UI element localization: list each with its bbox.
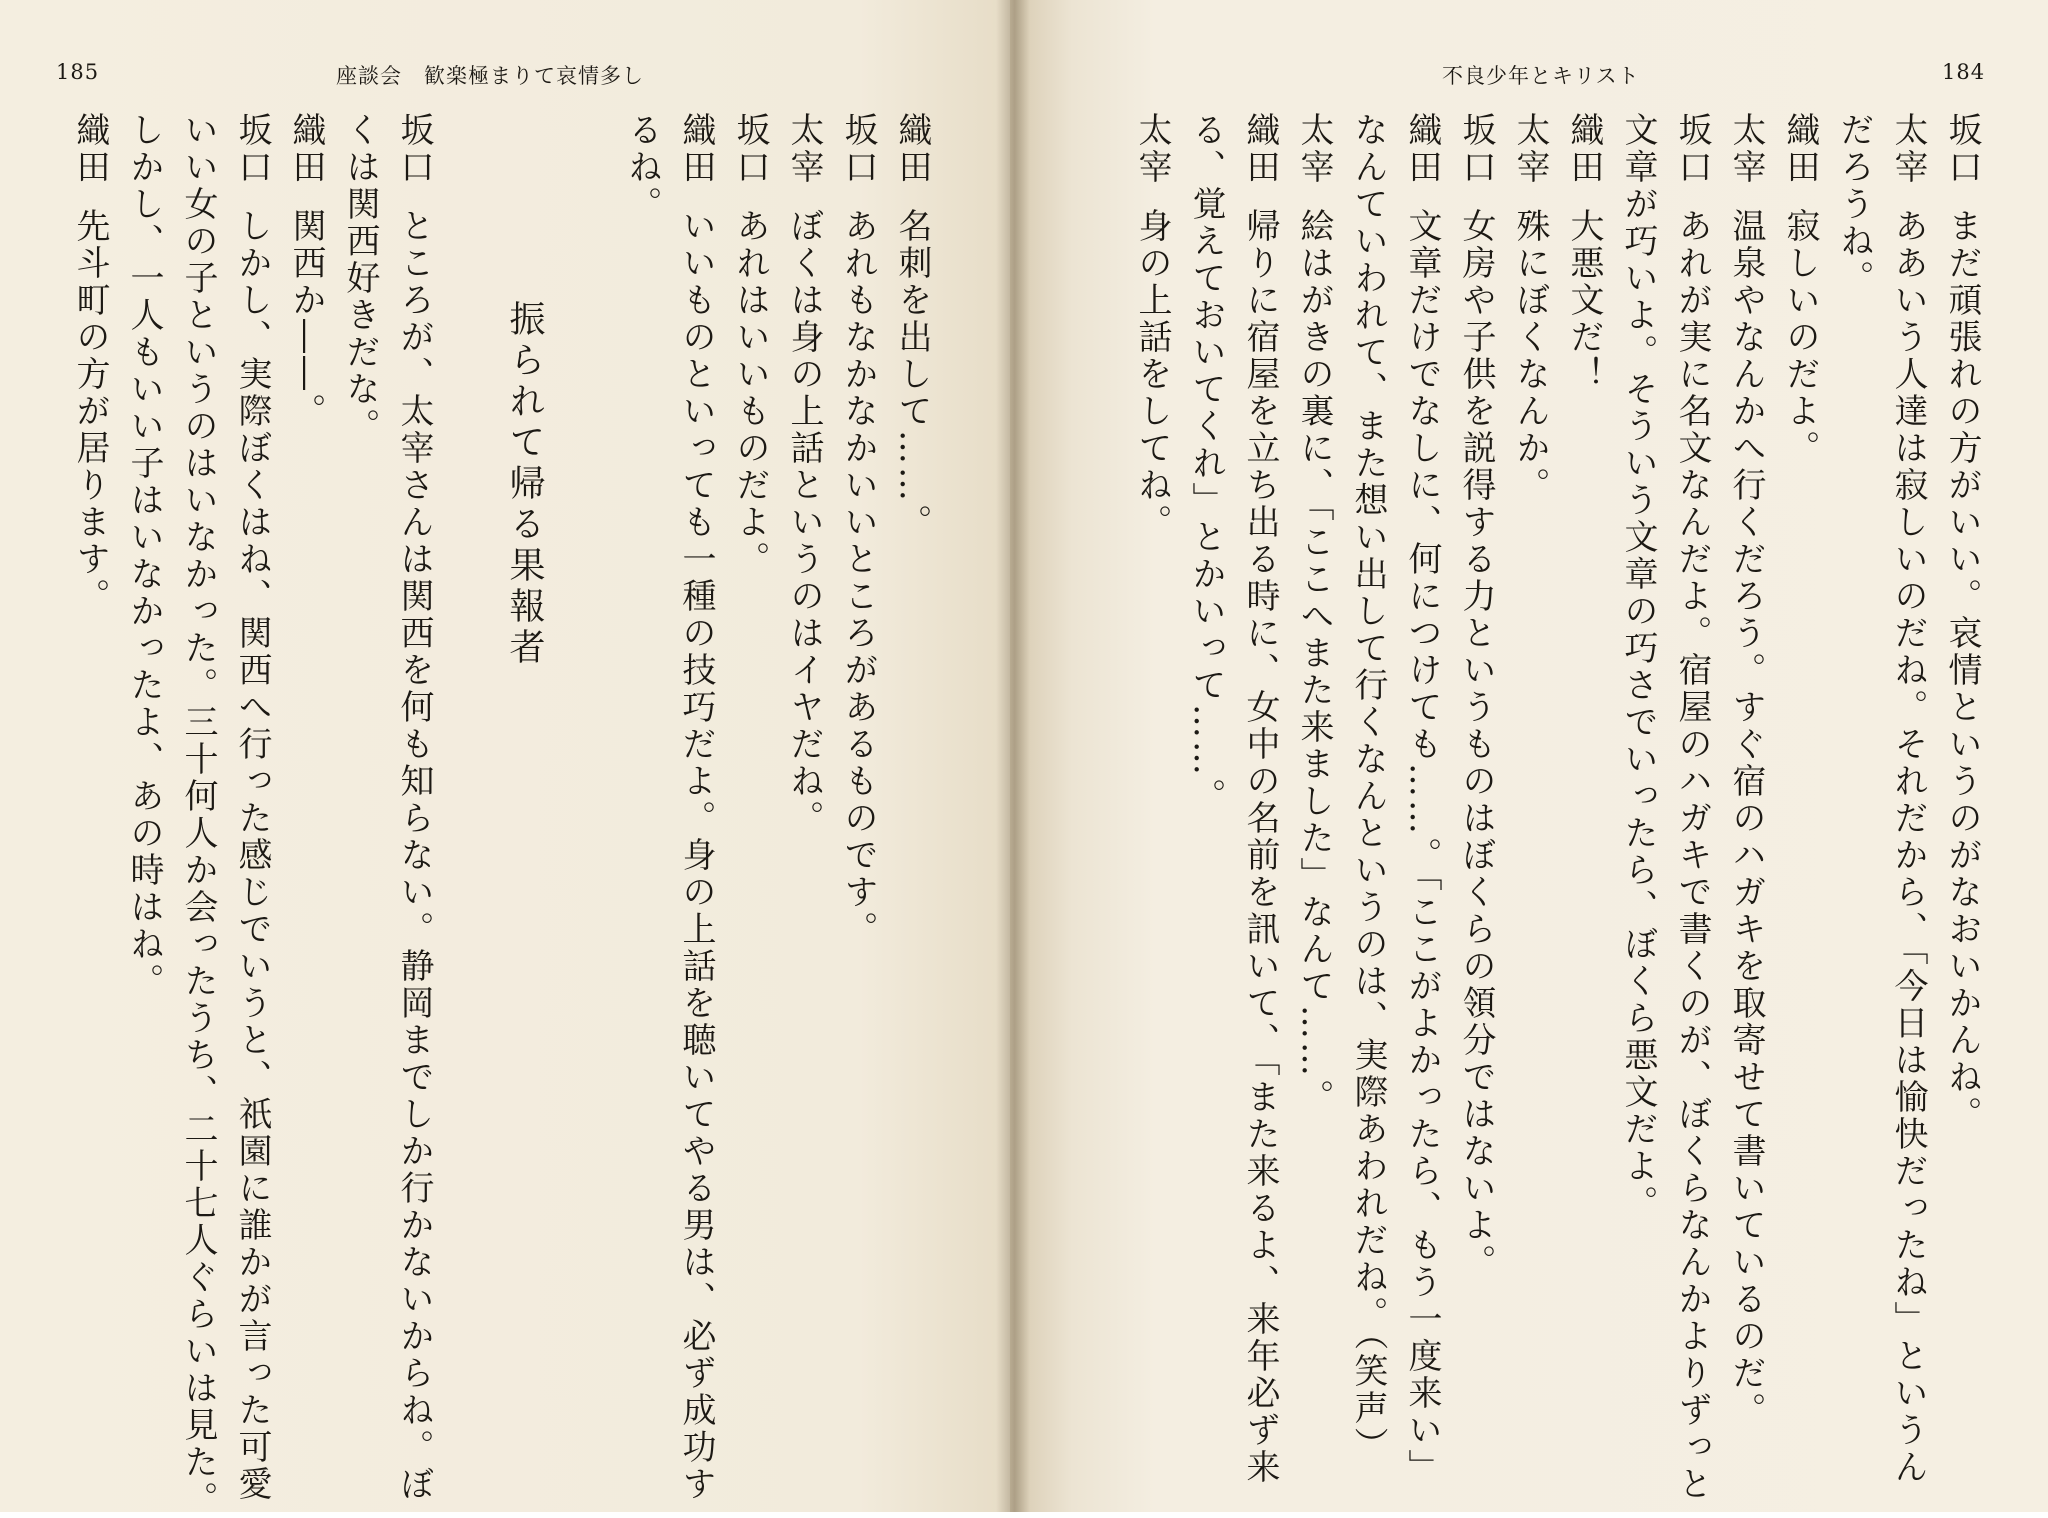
dialogue-text: なんていわれて、また想い出して行くなんというのは、実際あわれだね。（笑声）: [1348, 112, 1388, 1464]
dialogue-text: 先斗町の方が居ります。: [70, 208, 110, 615]
dialogue-text: しかし、実際ぼくはね、関西へ行った感じでいうと、祇園に誰かが言った可愛: [232, 208, 272, 1503]
speaker-label: 織田: [1564, 112, 1604, 186]
dialogue-text: 温泉やなんかへ行くだろう。すぐ宿のハガキを取寄せて書いているのだ。: [1726, 208, 1766, 1429]
dialogue-line: [284, 112, 328, 430]
left-page: [0, 0, 1010, 1518]
dialogue-text: 女房や子供を説得する力というものはぼくらの領分ではないよ。: [1456, 208, 1496, 1281]
dialogue-text: まだ頑張れの方がいい。哀情というのがなおいかんね。: [1942, 208, 1982, 1133]
dialogue-text: ところが、太宰さんは関西を何も知らない。静岡までしか行かないからね。ぼ: [394, 208, 434, 1503]
dialogue-continuation: [1832, 112, 1876, 297]
dialogue-line: [68, 112, 112, 615]
dialogue-text: 文章が巧いよ。そういう文章の巧さでいったら、ぼくら悪文だよ。: [1618, 112, 1658, 1222]
speaker-label: 織田: [70, 112, 110, 186]
dialogue-line: [1130, 112, 1174, 541]
section-heading: 振られて帰る果報者: [504, 300, 545, 669]
dialogue-continuation: [176, 112, 220, 1518]
dialogue-line: [1886, 112, 1930, 1486]
dialogue-text: 名刺を出して……。: [892, 208, 932, 541]
speaker-label: 坂口: [232, 112, 272, 186]
speaker-label: 太宰: [1510, 112, 1550, 186]
dialogue-line: [1778, 112, 1822, 467]
dialogue-text: 文章だけでなしに、何につけても……。「ここがよかったら、もう一度来い」: [1402, 208, 1442, 1486]
dialogue-text: る、覚えておいてくれ」とかいって……。: [1186, 112, 1226, 815]
dialogue-continuation: [1184, 112, 1228, 815]
dialogue-text: あれもなかなかいいところがあるものです。: [838, 208, 878, 948]
dialogue-line: [230, 112, 274, 1503]
speaker-label: 坂口: [1942, 112, 1982, 186]
dialogue-text: 殊にぼくなんか。: [1510, 208, 1550, 504]
page-number-right: 184: [1942, 60, 1986, 84]
dialogue-text: 関西か――。: [286, 208, 326, 430]
dialogue-continuation: [122, 112, 166, 1000]
dialogue-line: [890, 112, 934, 541]
dialogue-text: あれはいいものだよ。: [730, 208, 770, 578]
speaker-label: 太宰: [1132, 112, 1172, 186]
dialogue-text: いい女の子というのはいなかった。三十何人か会ったうち、二十七人ぐらいは見た。: [178, 112, 218, 1518]
dialogue-continuation: [1346, 112, 1390, 1464]
dialogue-text: 身の上話をしてね。: [1132, 208, 1172, 541]
dialogue-text: るね。: [622, 112, 662, 223]
dialogue-text: ぼくは身の上話というのはイヤだね。: [784, 208, 824, 837]
dialogue-continuation: [338, 112, 382, 445]
dialogue-line: [1400, 112, 1444, 1486]
speaker-label: 坂口: [394, 112, 434, 186]
dialogue-text: あれが実に名文なんだよ。宿屋のハガキで書くのが、ぼくらなんかよりずっと: [1672, 208, 1712, 1503]
dialogue-line: [1508, 112, 1552, 504]
speaker-label: 織田: [1240, 112, 1280, 186]
speaker-label: 太宰: [784, 112, 824, 186]
page-number-left: 185: [56, 60, 100, 84]
speaker-label: 坂口: [838, 112, 878, 186]
speaker-label: 織田: [892, 112, 932, 186]
speaker-label: 太宰: [1726, 112, 1766, 186]
dialogue-text: 大悪文だ！: [1564, 208, 1604, 393]
dialogue-text: くは関西好きだな。: [340, 112, 380, 445]
dialogue-text: しかし、一人もいい子はいなかったよ、あの時はね。: [124, 112, 164, 1000]
speaker-label: 織田: [1780, 112, 1820, 186]
dialogue-text: 絵はがきの裏に、「ここへまた来ました」なんて……。: [1294, 208, 1334, 1116]
dialogue-line: [836, 112, 880, 948]
dialogue-line: [1292, 112, 1336, 1116]
speaker-label: 坂口: [730, 112, 770, 186]
dialogue-line: [674, 112, 718, 1503]
dialogue-line: [1670, 112, 1714, 1503]
speaker-label: 太宰: [1294, 112, 1334, 186]
speaker-label: 織田: [676, 112, 716, 186]
dialogue-line: [728, 112, 772, 578]
dialogue-continuation: [1616, 112, 1660, 1222]
dialogue-text: いいものといっても一種の技巧だよ。身の上話を聴いてやる男は、必ず成功す: [676, 208, 716, 1503]
dialogue-text: 寂しいのだよ。: [1780, 208, 1820, 467]
running-head-left: 座談会 歓楽極まりて哀情多し: [336, 64, 644, 88]
right-page: [1010, 0, 2048, 1512]
dialogue-line: [1454, 112, 1498, 1281]
dialogue-continuation: [620, 112, 664, 223]
book-gutter: [996, 0, 1030, 1512]
dialogue-text: ああいう人達は寂しいのだね。それだから、「今日は愉快だったね」というん: [1888, 208, 1928, 1486]
speaker-label: 太宰: [1888, 112, 1928, 186]
dialogue-line: [1940, 112, 1984, 1133]
speaker-label: 織田: [1402, 112, 1442, 186]
dialogue-line: [1562, 112, 1606, 393]
dialogue-text: だろうね。: [1834, 112, 1874, 297]
dialogue-line: [1238, 112, 1282, 1486]
dialogue-text: 帰りに宿屋を立ち出る時に、女中の名前を訊いて、「また来るよ、来年必ず来: [1240, 208, 1280, 1486]
dialogue-line: [1724, 112, 1768, 1429]
dialogue-line: [782, 112, 826, 837]
speaker-label: 坂口: [1672, 112, 1712, 186]
running-head-right: 不良少年とキリスト: [1442, 64, 1640, 88]
speaker-label: 織田: [286, 112, 326, 186]
dialogue-line: [392, 112, 436, 1503]
speaker-label: 坂口: [1456, 112, 1496, 186]
